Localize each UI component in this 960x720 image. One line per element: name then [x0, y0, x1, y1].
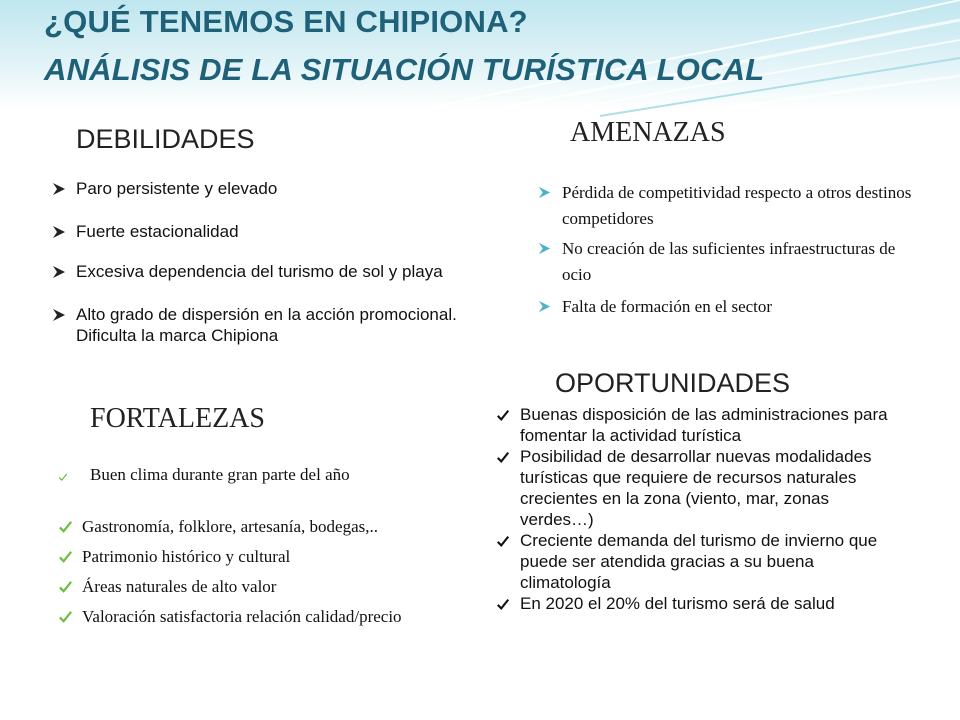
list-item-text: Pérdida de competitividad respecto a otros destinos competidores — [562, 183, 912, 228]
list-item — [52, 221, 462, 242]
check-bullet-icon — [58, 519, 73, 534]
list-item-text: Fuerte estacionalidad — [76, 222, 239, 241]
amenazas-heading: AMENAZAS — [570, 117, 726, 148]
oportunidades-list — [496, 404, 902, 614]
list-item — [496, 593, 902, 614]
list-item — [58, 604, 458, 630]
list-item — [538, 294, 918, 320]
amenazas-list — [538, 180, 918, 320]
check-bullet-icon — [58, 579, 73, 594]
check-bullet-icon — [496, 597, 510, 611]
list-item-text: Patrimonio histórico y cultural — [82, 547, 291, 566]
arrow-bullet-icon — [52, 225, 66, 239]
page-subtitle: ANÁLISIS DE LA SITUACIÓN TURÍSTICA LOCAL — [44, 52, 765, 87]
list-item-text: Buen clima durante gran parte del año — [90, 465, 350, 484]
arrow-bullet-icon — [52, 182, 66, 196]
list-item-text: Valoración satisfactoria relación calidad/precio — [82, 607, 402, 626]
list-item-text: Creciente demanda del turismo de invierno que puede ser atendida gracias a su buena climatología — [520, 531, 878, 592]
list-item-text: Posibilidad de desarrollar nuevas modalidades turísticas que requiere de recursos naturales crecientes en la zona (viento, mar, zonas verdes…) — [520, 447, 872, 529]
check-bullet-icon — [58, 549, 73, 564]
list-item — [52, 304, 462, 346]
list-item-text: Excesiva dependencia del turismo de sol y playa — [76, 262, 443, 281]
list-item-text: Buenas disposición de las administraciones para fomentar la actividad turística — [520, 405, 888, 445]
arrow-bullet-icon — [52, 308, 66, 322]
list-item — [496, 446, 902, 530]
arrow-bullet-icon — [538, 300, 551, 313]
page-title: ¿QUÉ TENEMOS EN CHIPIONA? — [44, 4, 528, 39]
list-item-text: Gastronomía, folklore, artesanía, bodegas,.. — [82, 517, 378, 536]
list-item-text: Áreas naturales de alto valor — [82, 577, 277, 596]
list-item-text: Paro persistente y elevado — [76, 179, 278, 198]
arrow-bullet-icon — [538, 242, 551, 255]
list-item — [58, 544, 458, 570]
check-bullet-icon — [58, 609, 73, 624]
oportunidades-heading: OPORTUNIDADES — [555, 368, 791, 398]
list-item — [58, 514, 458, 540]
fortalezas-list — [58, 462, 458, 630]
list-item — [496, 530, 902, 593]
debilidades-list — [52, 178, 462, 346]
list-item — [538, 180, 918, 232]
list-item — [52, 178, 462, 199]
list-item — [52, 261, 462, 282]
check-bullet-icon — [58, 472, 68, 482]
fortalezas-heading: FORTALEZAS — [90, 403, 265, 434]
list-item-text: En 2020 el 20% del turismo será de salud — [520, 594, 835, 613]
list-item-text: Alto grado de dispersión en la acción promocional. Dificulta la marca Chipiona — [76, 305, 457, 345]
list-item — [58, 574, 458, 600]
list-item — [58, 462, 458, 488]
check-bullet-icon — [496, 534, 510, 548]
list-item-text: No creación de las suficientes infraestructuras de ocio — [562, 239, 896, 284]
list-item — [538, 236, 918, 288]
check-bullet-icon — [496, 408, 510, 422]
arrow-bullet-icon — [52, 265, 66, 279]
list-item — [496, 404, 902, 446]
check-bullet-icon — [496, 450, 510, 464]
list-item-text: Falta de formación en el sector — [562, 297, 773, 316]
debilidades-heading: DEBILIDADES — [76, 124, 255, 154]
arrow-bullet-icon — [538, 186, 551, 199]
